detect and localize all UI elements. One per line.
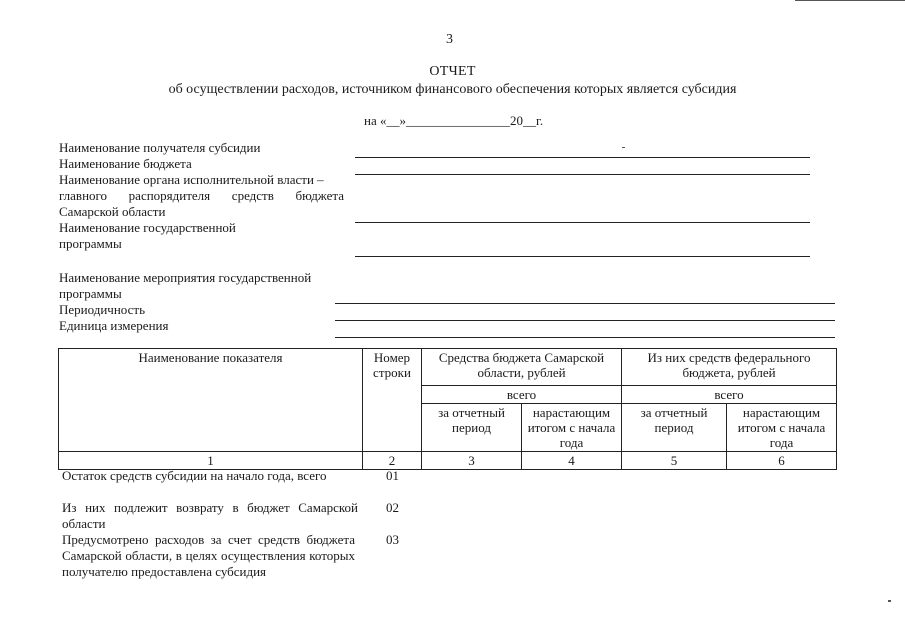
row-label-03: Предусмотрено расходов за счет средств бюджета Самарской области, в целях осуществления которых получателю предоставлена субсидия bbox=[62, 532, 355, 579]
column-number: 4 bbox=[522, 452, 622, 470]
program-fill-line bbox=[355, 256, 810, 257]
scan-speck bbox=[622, 147, 625, 148]
document-title: ОТЧЕТ bbox=[429, 64, 476, 79]
recipient-fill-line bbox=[355, 157, 810, 158]
activity-fill-line bbox=[335, 303, 835, 304]
header-federal-cumulative: нарастающим итогом с начала года bbox=[727, 404, 837, 452]
column-number: 3 bbox=[422, 452, 522, 470]
column-number: 1 bbox=[59, 452, 363, 470]
row-number-03: 03 bbox=[386, 532, 399, 547]
field-activity-label-2: программы bbox=[59, 286, 122, 301]
column-number: 5 bbox=[622, 452, 727, 470]
field-authority-label-2: главного распорядителя средств бюджета bbox=[59, 188, 344, 203]
header-samara-budget: Средства бюджета Самарской области, рублей bbox=[422, 349, 622, 386]
field-authority-label-1: Наименование органа исполнительной власти – bbox=[59, 172, 324, 187]
header-federal-period: за отчетный период bbox=[622, 404, 727, 452]
row-label-01: Остаток средств субсидии на начало года, всего bbox=[62, 468, 327, 483]
periodicity-fill-line bbox=[335, 320, 835, 321]
field-activity-label-1: Наименование мероприятия государственной bbox=[59, 270, 312, 285]
column-number: 2 bbox=[363, 452, 422, 470]
header-federal-total: всего bbox=[622, 386, 837, 404]
header-samara-cumulative: нарастающим итогом с начала года bbox=[522, 404, 622, 452]
row-label-02: Из них подлежит возврату в бюджет Самарской области bbox=[62, 500, 358, 531]
scan-speck bbox=[888, 600, 891, 602]
field-authority-label-3: Самарской области bbox=[59, 204, 166, 219]
field-unit-label: Единица измерения bbox=[59, 318, 169, 333]
report-date-line: на «__»________________20__г. bbox=[364, 113, 544, 128]
header-samara-period: за отчетный период bbox=[422, 404, 522, 452]
field-recipient-label: Наименование получателя субсидии bbox=[59, 140, 261, 155]
authority-fill-line bbox=[355, 222, 810, 223]
row-number-02: 02 bbox=[386, 500, 399, 515]
field-budget-label: Наименование бюджета bbox=[59, 156, 192, 171]
page-number: 3 bbox=[446, 32, 453, 47]
unit-fill-line bbox=[335, 337, 835, 338]
header-federal-budget: Из них средств федерального бюджета, рублей bbox=[622, 349, 837, 386]
field-periodicity-label: Периодичность bbox=[59, 302, 146, 317]
document-subtitle: об осуществлении расходов, источником финансового обеспечения которых является субсидия bbox=[168, 82, 737, 97]
scan-edge-line bbox=[795, 0, 905, 1]
report-table bbox=[58, 348, 837, 470]
budget-fill-line bbox=[355, 174, 810, 175]
field-program-label-1: Наименование государственной bbox=[59, 220, 236, 235]
column-number: 6 bbox=[727, 452, 837, 470]
row-number-01: 01 bbox=[386, 468, 399, 483]
header-row-number: Номер строки bbox=[363, 349, 422, 452]
header-samara-total: всего bbox=[422, 386, 622, 404]
header-indicator-name: Наименование показателя bbox=[59, 349, 363, 452]
field-program-label-2: программы bbox=[59, 236, 122, 251]
